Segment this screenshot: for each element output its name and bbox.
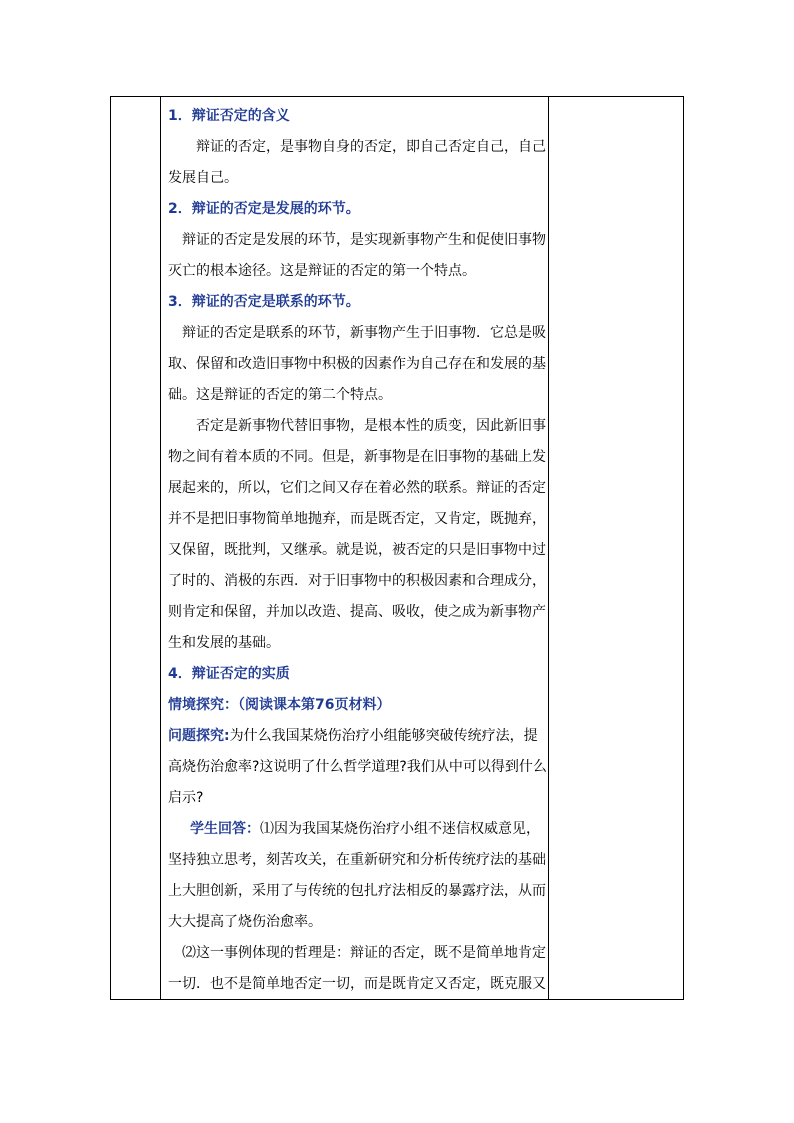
answer-text: ⑴因为我国某烧伤治疗小组不迷信权威意见，坚持独立思考，刻苦攻关，在重新研究和分析传统疗法的基础上大胆创新，采用了与传统的包扎疗法相反的暴露疗法，从而大大提高了烧伤治愈率。 — [168, 821, 546, 930]
paragraph-3: 辩证的否定是联系的环节，新事物产生于旧事物．它总是吸取、保留和改造旧事物中积极的因素作为自己存在和发展的基础。这是辩证的否定的第二个特点。 — [168, 325, 546, 403]
heading-3: 3．辩证的否定是联系的环节。 — [168, 294, 360, 310]
question-text: 为什么我国某烧伤治疗小组能够突破传统疗法，提高烧伤治愈率?这说明了什么哲学道理?我们从中可以得到什么启示? — [168, 728, 547, 806]
heading-2: 2．辩证的否定是发展的环节。 — [168, 201, 360, 217]
lesson-table — [110, 96, 684, 1000]
answer-label: 学生回答： — [190, 821, 260, 837]
heading-1: 1．辩证否定的含义 — [168, 108, 290, 124]
paragraph-2: 辩证的否定是发展的环节，是实现新事物产生和促使旧事物灭亡的根本途径。这是辩证的否定的第一个特点。 — [168, 232, 546, 279]
paragraph-1: 辩证的否定，是事物自身的否定，即自己否定自己，自己发展自己。 — [168, 139, 546, 186]
paragraph-4: 否定是新事物代替旧事物，是根本性的质变，因此新旧事物之间有着本质的不同。但是，新事物是在旧事物的基础上发展起来的，所以，它们之间又存在着必然的联系。辩证的否定并不是把旧事物简单地抛弃，而是既否定，又肯定，既抛弃，又保留，既批判，又继承。就是说，被否定的只是旧事物中过了时的、消极的东西．对于旧事物中的积极因素和合理成分，则肯定和保留，并加以改造、提高、吸收，使之成为新事物产生和发展的基础。 — [168, 418, 546, 651]
content-cell — [168, 101, 548, 1000]
answer-paragraph-2: ⑵这一事例体现的哲理是：辩证的否定，既不是简单地肯定一切．也不是简单地否定一切，而是既肯定又否定，既克服又 — [168, 945, 546, 992]
heading-4: 4．辩证否定的实质 — [168, 666, 290, 682]
question-paragraph — [168, 721, 548, 814]
left-column — [111, 97, 161, 999]
situation-label: 情境探究：（阅读课本第76页材料） — [168, 697, 391, 713]
right-column — [548, 97, 683, 999]
answer-paragraph — [168, 814, 548, 938]
question-label: 问题探究: — [168, 728, 230, 744]
